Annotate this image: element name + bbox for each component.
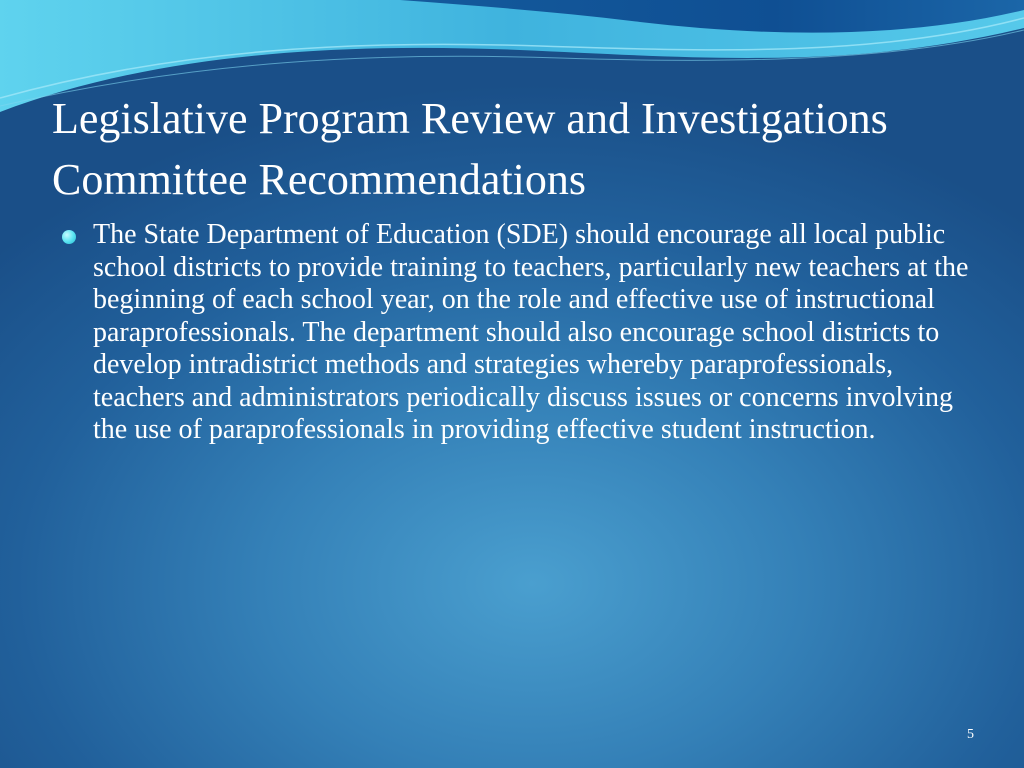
bullet-list <box>62 219 982 447</box>
slide-number: 5 <box>967 727 974 742</box>
bullet-item <box>62 219 982 447</box>
bullet-icon <box>62 230 76 244</box>
bullet-text: The State Department of Education (SDE) should encourage all local public school districts to provide training to teachers, particularly new teachers at the beginning of each school year, on the role and effective use of instructional paraprofessionals. The department should also encourage school districts to develop intradistrict methods and strategies whereby paraprofessionals, teachers and administrators periodically discuss issues or concerns involving the use of paraprofessionals in providing effective student instruction. <box>93 219 969 445</box>
slide-title: Legislative Program Review and Investigations Committee Recommendations <box>52 94 888 204</box>
